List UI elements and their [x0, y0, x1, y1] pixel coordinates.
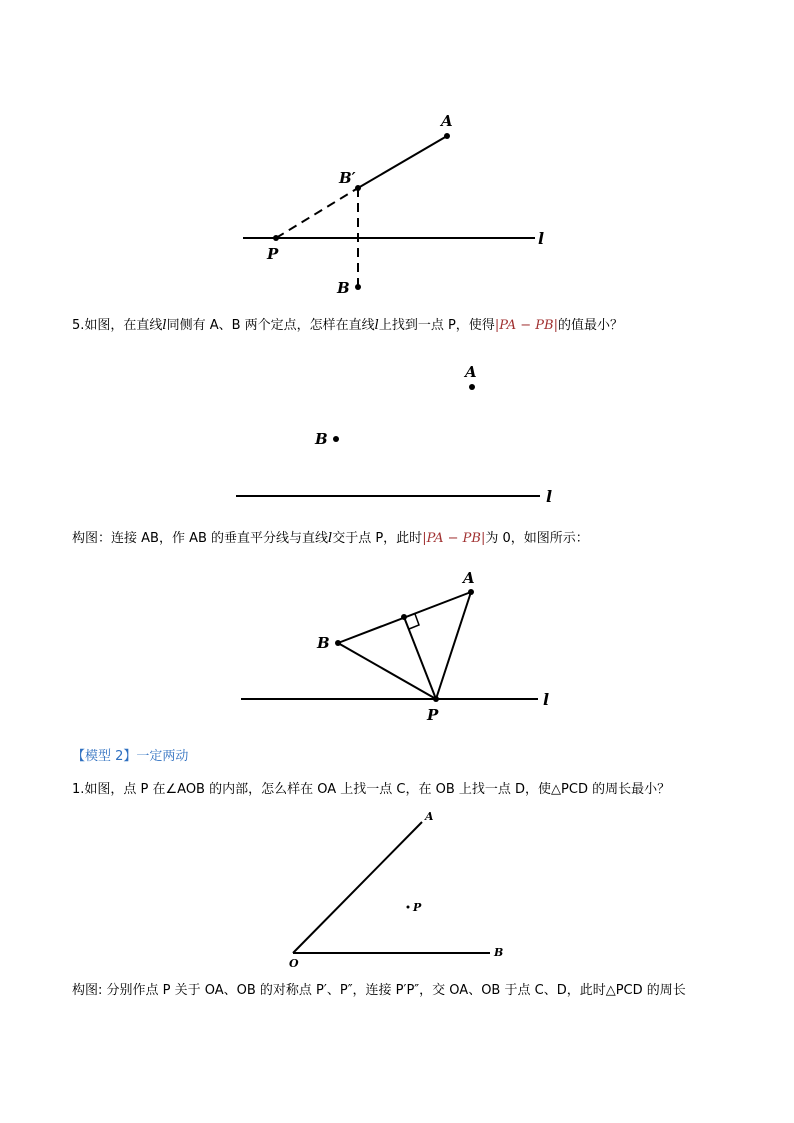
- segment-a-bprime: [358, 136, 447, 188]
- figure-same-side-points: [0, 360, 794, 510]
- segment-ap: [436, 592, 471, 699]
- point-p: [407, 906, 410, 909]
- point-a: [469, 384, 475, 390]
- ray-oa: [293, 822, 422, 953]
- label-b: B: [317, 634, 330, 652]
- label-b: B: [315, 430, 328, 448]
- label-a: A: [425, 810, 434, 823]
- point-bprime: [355, 185, 361, 191]
- label-a: A: [441, 112, 453, 130]
- label-b: B: [337, 279, 350, 297]
- label-l: l: [538, 229, 545, 248]
- construction-5: 构图：连接 AB，作 AB 的垂直平分线与直线l交于点 P，此时|PA − PB|为 0，如图所示：: [72, 531, 589, 546]
- problem-1: 1.如图，点 P 在∠AOB 的内部，怎么样在 OA 上找一点 C，在 OB 上找一点 D，使△PCD 的周长最小？: [72, 782, 671, 797]
- construction-1: 构图: 分别作点 P 关于 OA、OB 的对称点 P′、P″，连接 P′P″，交 OA、OB 于点 C、D，此时△PCD 的周长: [72, 983, 686, 998]
- point-midpoint: [401, 614, 407, 620]
- problem-5: 5.如图，在直线l同侧有 A、B 两个定点，怎样在直线l上找到一点 P，使得|PA − PB|的值最小？: [72, 318, 623, 333]
- label-a: A: [465, 363, 477, 381]
- dashed-p-bprime: [276, 188, 358, 238]
- label-l: l: [543, 690, 550, 709]
- label-p: P: [413, 901, 422, 914]
- figure-reflection: [0, 100, 794, 300]
- perpendicular-bisector: [404, 617, 436, 699]
- point-b: [355, 284, 361, 290]
- label-l: l: [546, 487, 553, 506]
- label-a: A: [463, 569, 475, 587]
- model-2-heading: 【模型 2】一定两动: [72, 749, 189, 764]
- figure-angle-aob: [0, 805, 794, 970]
- segment-bp: [338, 643, 436, 699]
- point-p: [433, 696, 439, 702]
- label-b: B: [494, 946, 504, 959]
- label-o: O: [289, 957, 299, 970]
- label-p: P: [267, 245, 279, 263]
- point-a: [468, 589, 474, 595]
- figure-perpendicular-bisector: [0, 565, 794, 725]
- point-b: [333, 436, 339, 442]
- point-a: [444, 133, 450, 139]
- point-p: [273, 235, 279, 241]
- point-b: [335, 640, 341, 646]
- label-p: P: [427, 706, 439, 724]
- label-bprime: B′: [339, 169, 356, 187]
